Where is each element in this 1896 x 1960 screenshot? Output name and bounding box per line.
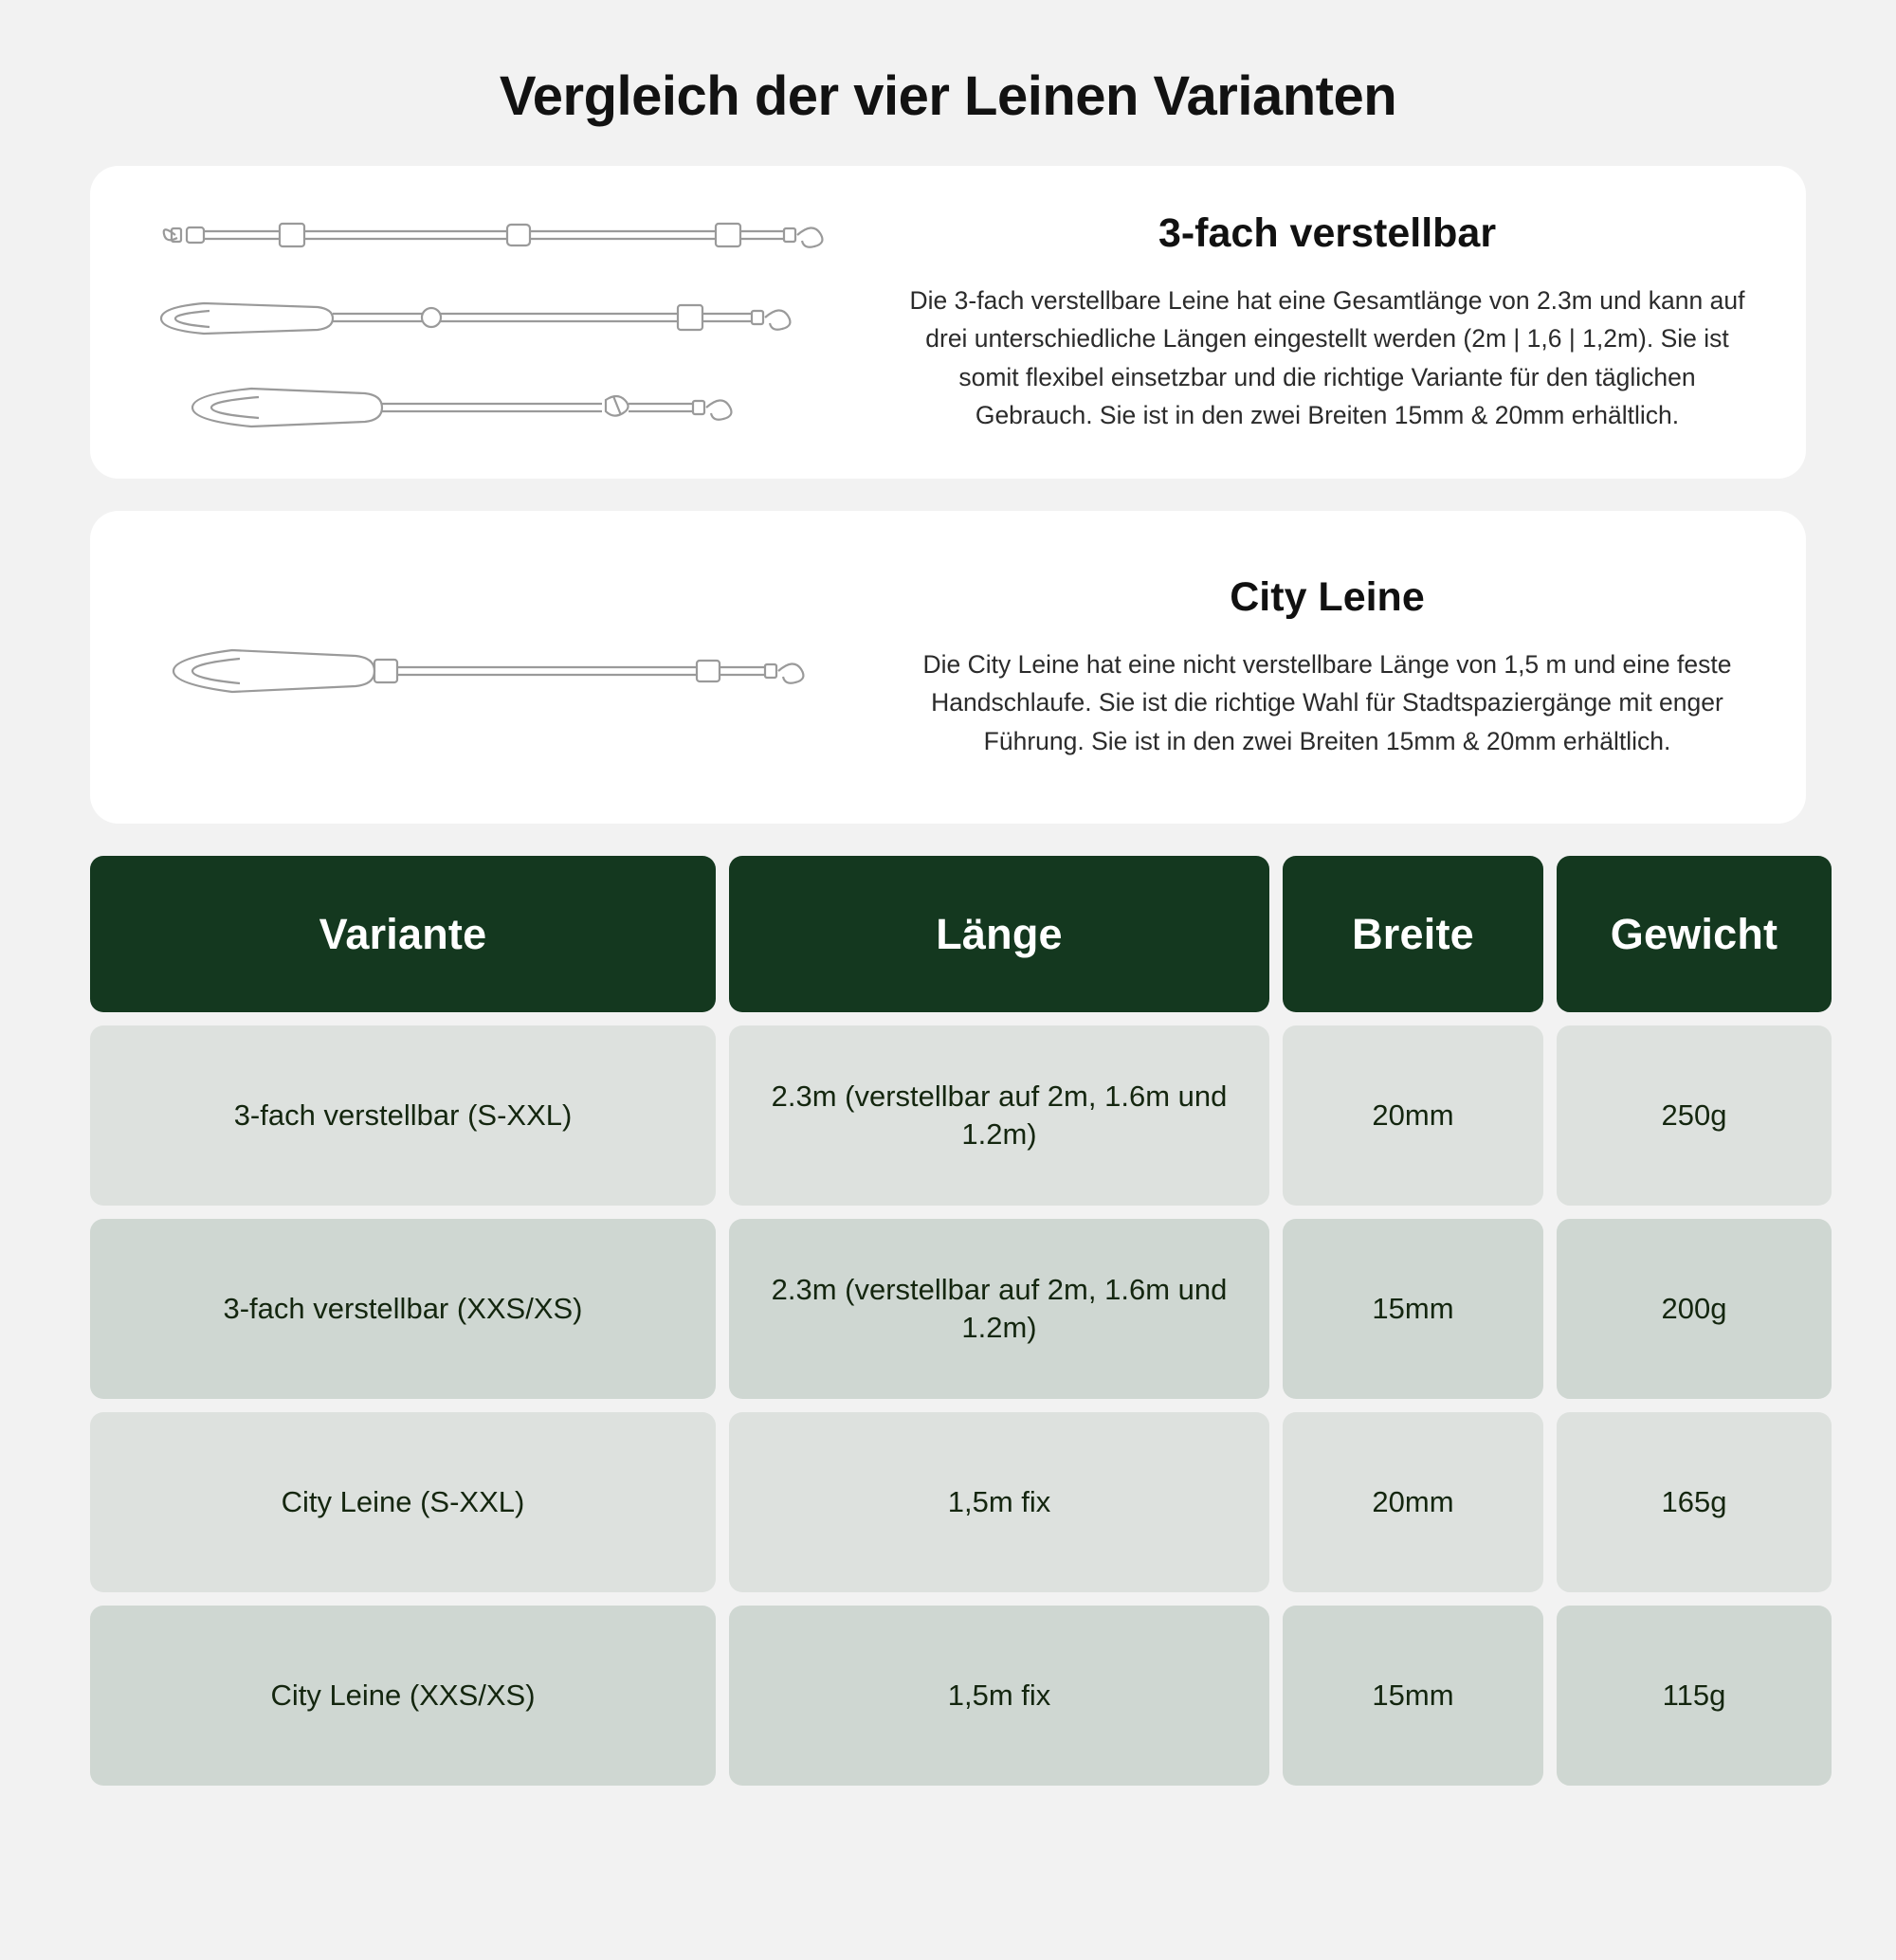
comparison-page [0, 64, 1896, 1960]
table-row [90, 1606, 1806, 1786]
info-card-adjustable [90, 166, 1806, 479]
table-row [90, 1219, 1806, 1399]
leash-city-illustration [128, 629, 886, 705]
cell-laenge: 1,5m fix [729, 1412, 1269, 1592]
table-row [90, 1025, 1806, 1206]
cell-gewicht: 200g [1557, 1219, 1832, 1399]
cell-laenge: 2.3m (verstellbar auf 2m, 1.6m und 1.2m) [729, 1025, 1269, 1206]
page-title: Vergleich der vier Leinen Varianten [499, 65, 1397, 127]
table-header-breite: Breite [1283, 856, 1543, 1012]
cell-breite: 15mm [1283, 1219, 1543, 1399]
cell-gewicht: 250g [1557, 1025, 1832, 1206]
table-row [90, 1412, 1806, 1592]
cell-variante: City Leine (XXS/XS) [90, 1606, 716, 1786]
table-header-gewicht: Gewicht [1557, 856, 1832, 1012]
table-header-variante: Variante [90, 856, 716, 1012]
comparison-table [90, 856, 1806, 1786]
card-body-adjustable: Die 3-fach verstellbare Leine hat eine Gesamtlänge von 2.3m und kann auf drei unterschiedliche Längen eingestellt werden (2m | 1,6 | 1,2m). Sie ist somit flexibel einsetzbar und die richtige Variante für den täglichen Gebrauch. Sie ist in den zwei Breiten 15mm & 20mm erhältlich. [909, 285, 1745, 429]
leash-adjustable-illustration [128, 207, 886, 438]
cell-variante: 3-fach verstellbar (S-XXL) [90, 1025, 716, 1206]
info-card-city-text [886, 574, 1768, 760]
cell-variante: City Leine (S-XXL) [90, 1412, 716, 1592]
leash-city-icon [156, 629, 877, 705]
card-body-city: Die City Leine hat eine nicht verstellbare Länge von 1,5 m und eine feste Handschlaufe. Sie ist die richtige Wahl für Stadtspaziergänge mit enger Führung. Sie ist in den zwei Breiten 15mm & 20mm erhältlich. [922, 650, 1732, 755]
cell-gewicht: 115g [1557, 1606, 1832, 1786]
card-heading-city: City Leine [1230, 574, 1425, 621]
cell-gewicht: 165g [1557, 1412, 1832, 1592]
cell-laenge: 1,5m fix [729, 1606, 1269, 1786]
leash-variant-straight-icon [147, 207, 867, 263]
card-heading-adjustable: 3-fach verstellbar [1158, 209, 1497, 256]
info-card-city [90, 511, 1806, 824]
info-card-adjustable-text [886, 210, 1768, 434]
cell-breite: 15mm [1283, 1606, 1543, 1786]
table-header-laenge: Länge [729, 856, 1269, 1012]
leash-variant-clip-icon [147, 372, 867, 438]
cell-laenge: 2.3m (verstellbar auf 2m, 1.6m und 1.2m) [729, 1219, 1269, 1399]
cell-variante: 3-fach verstellbar (XXS/XS) [90, 1219, 716, 1399]
cell-breite: 20mm [1283, 1412, 1543, 1592]
table-header-row [90, 856, 1806, 1012]
leash-variant-loop-icon [147, 284, 867, 351]
cell-breite: 20mm [1283, 1025, 1543, 1206]
